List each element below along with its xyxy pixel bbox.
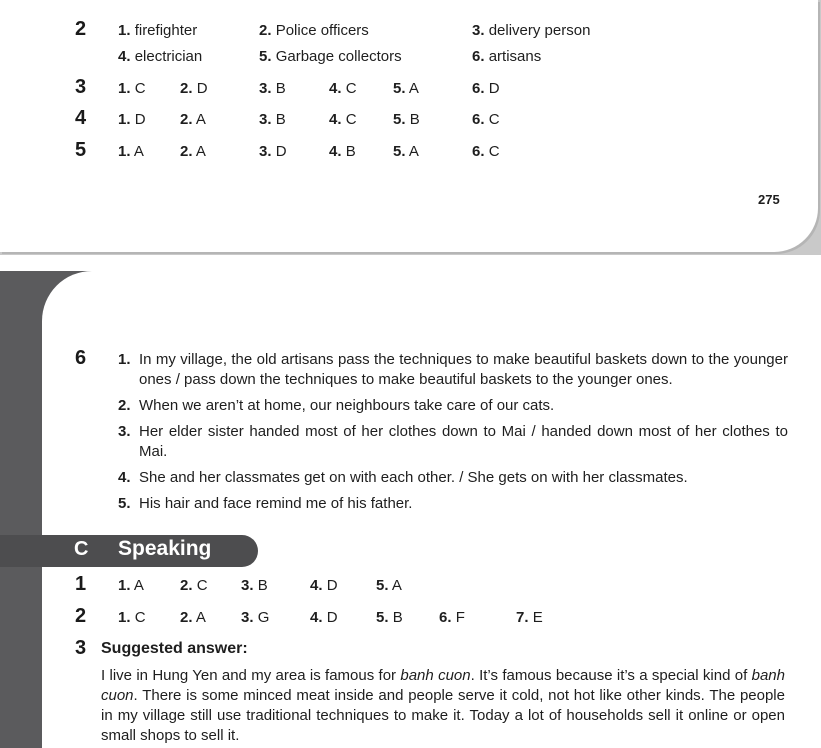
answer-item: 3. B (241, 577, 268, 594)
answer-item: 5. A (376, 577, 402, 594)
exercise-number: 4 (75, 107, 87, 129)
answer-item: 2. A (180, 143, 206, 160)
answer-item: 1. D (118, 111, 146, 128)
list-item: 1. In my village, the old artisans pass the techniques to make beautiful baskets down to the younger ones / pass down the techniques to make beautiful baskets to the younger ones. (118, 351, 788, 388)
answer-item: 4. D (310, 577, 338, 594)
section-letter: C (74, 538, 89, 560)
list-item: 4. She and her classmates get on with each other. / She gets on with her classmates. (118, 469, 688, 486)
exercise-number: 3 (75, 637, 87, 659)
answer-item: 4. D (310, 609, 338, 626)
answer-item: 3. G (241, 609, 270, 626)
exercise-number: 1 (75, 573, 87, 595)
answer-item: 1. firefighter (118, 22, 198, 39)
answer-item: 2. C (180, 577, 208, 594)
answer-item: 2. A (180, 609, 206, 626)
list-item: 2. When we aren’t at home, our neighbours take care of our cats. (118, 397, 555, 414)
answer-item: 5. Garbage collectors (259, 48, 402, 65)
answer-item: 2. A (180, 111, 206, 128)
list-item: 3. Her elder sister handed most of her clothes down to Mai / handed down most of her clothes to Mai. (118, 423, 788, 460)
answer-item: 4. electrician (118, 48, 203, 65)
exercise-number: 5 (75, 139, 87, 161)
answer-item: 1. C (118, 80, 146, 97)
answer-item: 4. C (329, 80, 357, 97)
page-number: 275 (758, 192, 780, 207)
answer-item: 3. D (259, 143, 287, 160)
answer-item: 6. artisans (472, 48, 542, 65)
answer-item: 5. A (393, 80, 419, 97)
answer-item: 4. C (329, 111, 357, 128)
answer-item: 4. B (329, 143, 356, 160)
exercise-number: 2 (75, 605, 87, 627)
suggested-answer-text: I live in Hung Yen and my area is famous for banh cuon. It’s famous because it’s a special kind of banh cuon. There is some minced meat inside and people serve it cold, not hot like other kinds. The people in my village still use traditional techniques to make it. Today a lot of households sell it online or open small shops to sell it. (101, 667, 785, 744)
answer-item: 2. Police officers (259, 22, 369, 39)
section-header-speaking (0, 535, 258, 567)
answer-item: 1. C (118, 609, 146, 626)
answer-item: 3. B (259, 111, 286, 128)
answer-item: 5. B (393, 111, 420, 128)
answer-item: 1. A (118, 577, 144, 594)
exercise-number: 6 (75, 347, 87, 369)
answer-item: 3. delivery person (472, 22, 591, 39)
answer-item: 6. C (472, 111, 500, 128)
section-title: Speaking (118, 537, 212, 560)
answer-item: 2. D (180, 80, 208, 97)
answer-item: 1. A (118, 143, 144, 160)
answer-item: 7. E (516, 609, 543, 626)
suggested-answer-heading: Suggested answer: (101, 640, 248, 657)
exercise-number: 2 (75, 18, 87, 40)
answer-item: 6. C (472, 143, 500, 160)
exercise-number: 3 (75, 76, 87, 98)
answer-item: 6. D (472, 80, 500, 97)
answer-item: 3. B (259, 80, 286, 97)
list-item: 5. His hair and face remind me of his father. (118, 495, 413, 512)
answer-item: 5. B (376, 609, 403, 626)
answer-item: 5. A (393, 143, 419, 160)
answer-item: 6. F (439, 609, 465, 626)
